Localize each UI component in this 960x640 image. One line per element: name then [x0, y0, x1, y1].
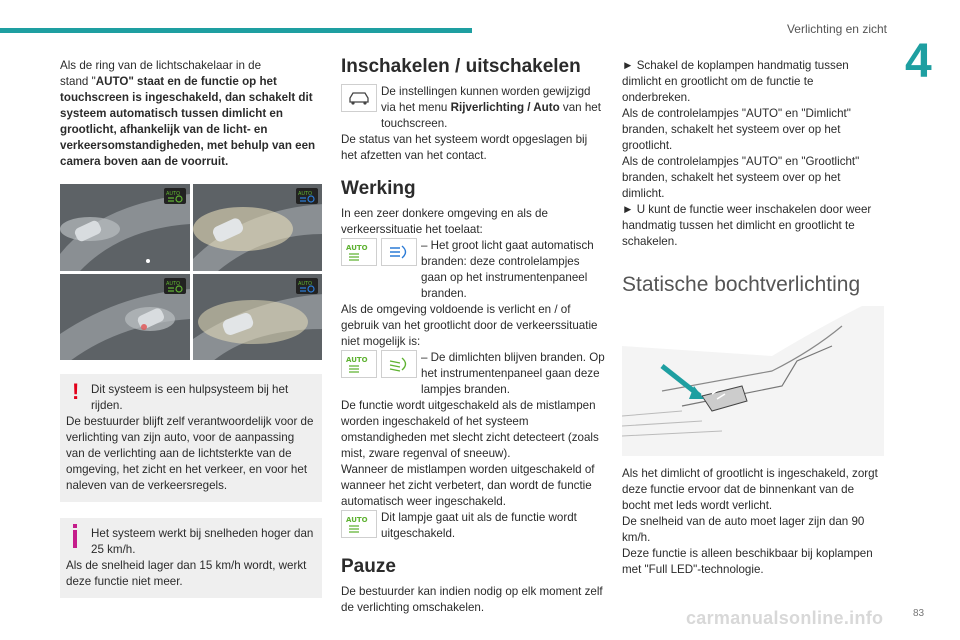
- headlamp-illustration: [622, 306, 884, 456]
- low-beam-text: – De dimlichten blijven branden. Op het instrumentenpaneel gaan deze lampjes branden.: [421, 351, 605, 396]
- heading-pauze: Pauze: [341, 556, 396, 577]
- scenario-image-2: [193, 184, 323, 271]
- column-right: [622, 58, 884, 578]
- svg-text:AUTO: AUTO: [165, 280, 180, 287]
- heading-static-cornering: Statische bochtverlichting: [622, 273, 861, 296]
- static-cornering-text-2: De snelheid van de auto moet lager zijn dan 90 km/h.: [622, 515, 865, 544]
- low-beam-icon: [381, 350, 417, 378]
- onoff-text: De instellingen kunnen worden gewijzigd via het menu Rijverlichting / Auto van het touchscreen.: [381, 85, 601, 130]
- intro-bold-text: AUTO" staat en de functie op het touchscreen is ingeschakeld, dan schakelt dit systeem automatisch tussen dimlicht en grootlicht, afhankelijk van de licht- en verkeersomstandigheden, met behulp van een camera boven aan de voorruit.: [60, 75, 316, 168]
- warning-icon: !: [72, 379, 80, 404]
- light-scenario-images: [60, 184, 322, 360]
- high-to-dim-text: Als de controlelampjes "AUTO" en "Grootlicht" branden, schakelt het systeem over op het dimlicht.: [622, 155, 860, 200]
- intro-paragraph: [60, 58, 322, 170]
- auto-dim-indicator-icon-2: [164, 278, 186, 294]
- high-beam-text: – Het groot licht gaat automatisch branden: deze controlelampjes gaan op het instrumentenpaneel branden.: [421, 239, 594, 300]
- intro-text-1: Als de ring van de lichtschakelaar in de: [60, 59, 262, 72]
- intro-text-2: stand ": [60, 75, 96, 88]
- reactivate-text: ► U kunt de functie weer inschakelen door weer handmatig tussen het dimlicht en grootlicht te schakelen.: [622, 203, 872, 248]
- high-beam-icon: [381, 238, 417, 266]
- heading-werking: Werking: [341, 178, 416, 199]
- function-off-text: Dit lampje gaat uit als de functie wordt uitgeschakeld.: [381, 511, 577, 540]
- dim-to-high-text: Als de controlelampjes "AUTO" en "Dimlicht" branden, schakelt het systeem over op het grootlicht.: [622, 107, 851, 152]
- onoff-row: [341, 84, 605, 132]
- auto-dim-indicator-icon: [164, 188, 186, 204]
- auto-indicator-icon: [341, 238, 377, 266]
- auto-high-indicator-icon: [296, 188, 318, 204]
- static-cornering-text-1: Als het dimlicht of grootlicht is ingeschakeld, zorgt deze functie ervoor dat de binnenkant van de bocht met leds wordt verlicht.: [622, 467, 878, 512]
- warning-first-line: Dit systeem is een hulpsysteem bij het rijden.: [91, 383, 289, 412]
- scenario-image-3: [60, 274, 190, 361]
- info-icon: [73, 530, 77, 548]
- scenario-image-4: [193, 274, 323, 361]
- pauze-text: De bestuurder kan indien nodig op elk moment zelf de verlichting omschakelen.: [341, 585, 603, 614]
- static-cornering-text-3: Deze functie is alleen beschikbaar bij koplampen met "Full LED"-technologie.: [622, 547, 873, 576]
- svg-text:AUTO: AUTO: [165, 191, 180, 197]
- scenario-image-1: [60, 184, 190, 271]
- auto-high-indicator-icon-2: [296, 278, 318, 294]
- watermark: carmanualsonline.info: [686, 608, 884, 628]
- car-settings-icon: [341, 84, 377, 112]
- section-title: Verlichting en zicht: [786, 22, 887, 36]
- werking-fog-text: De functie wordt uitgeschakeld als de mistlampen worden ingeschakeld of het systeem omstandigheden met slecht zicht detecteert (zoals mist, zware regenval of sneeuw).: [341, 399, 599, 460]
- werking-condition: Als de omgeving voldoende is verlicht en / of gebruik van het grootlicht door de verkeerssituatie niet mogelijk is:: [341, 303, 598, 348]
- column-left: [60, 58, 322, 598]
- svg-text:AUTO: AUTO: [346, 516, 368, 524]
- low-beam-row: [341, 350, 605, 398]
- auto-indicator-icon-3: [341, 510, 377, 538]
- warning-box: [60, 374, 322, 502]
- auto-indicator-icon-2: [341, 350, 377, 378]
- header-accent-bar: [0, 28, 472, 33]
- onoff-status-text: De status van het systeem wordt opgeslagen bij het afzetten van het contact.: [341, 133, 588, 162]
- svg-text:AUTO: AUTO: [298, 191, 313, 197]
- svg-text:AUTO: AUTO: [346, 356, 368, 364]
- high-beam-row: [341, 238, 605, 302]
- info-first-line: Het systeem werkt bij snelheden hoger dan 25 km/h.: [91, 527, 314, 556]
- werking-reactivate-text: Wanneer de mistlampen worden uitgeschakeld of wanneer het zicht verbetert, dan wordt de functie automatisch weer ingeschakeld.: [341, 463, 595, 508]
- info-box: [60, 518, 322, 598]
- info-body: Als de snelheid lager dan 15 km/h wordt, werkt deze functie niet meer.: [66, 559, 307, 588]
- column-middle: [341, 56, 605, 616]
- function-off-row: [341, 510, 605, 542]
- manual-switch-text: ► Schakel de koplampen handmatig tussen dimlicht en grootlicht om de functie te onderbreken.: [622, 59, 849, 104]
- svg-text:AUTO: AUTO: [298, 280, 313, 287]
- chapter-number: 4: [905, 35, 932, 88]
- warning-body: De bestuurder blijft zelf verantwoordelijk voor de verlichting van zijn auto, voor de aanpassing van de verlichting aan de lichtsterkte van de omgeving, het zicht en het verkeer, en voor het naleven van de verkeersregels.: [66, 415, 314, 492]
- svg-text:AUTO: AUTO: [346, 244, 368, 252]
- werking-intro: In een zeer donkere omgeving en als de verkeerssituatie het toelaat:: [341, 207, 548, 236]
- page-number: 83: [913, 608, 925, 619]
- heading-onoff: Inschakelen / uitschakelen: [341, 56, 581, 77]
